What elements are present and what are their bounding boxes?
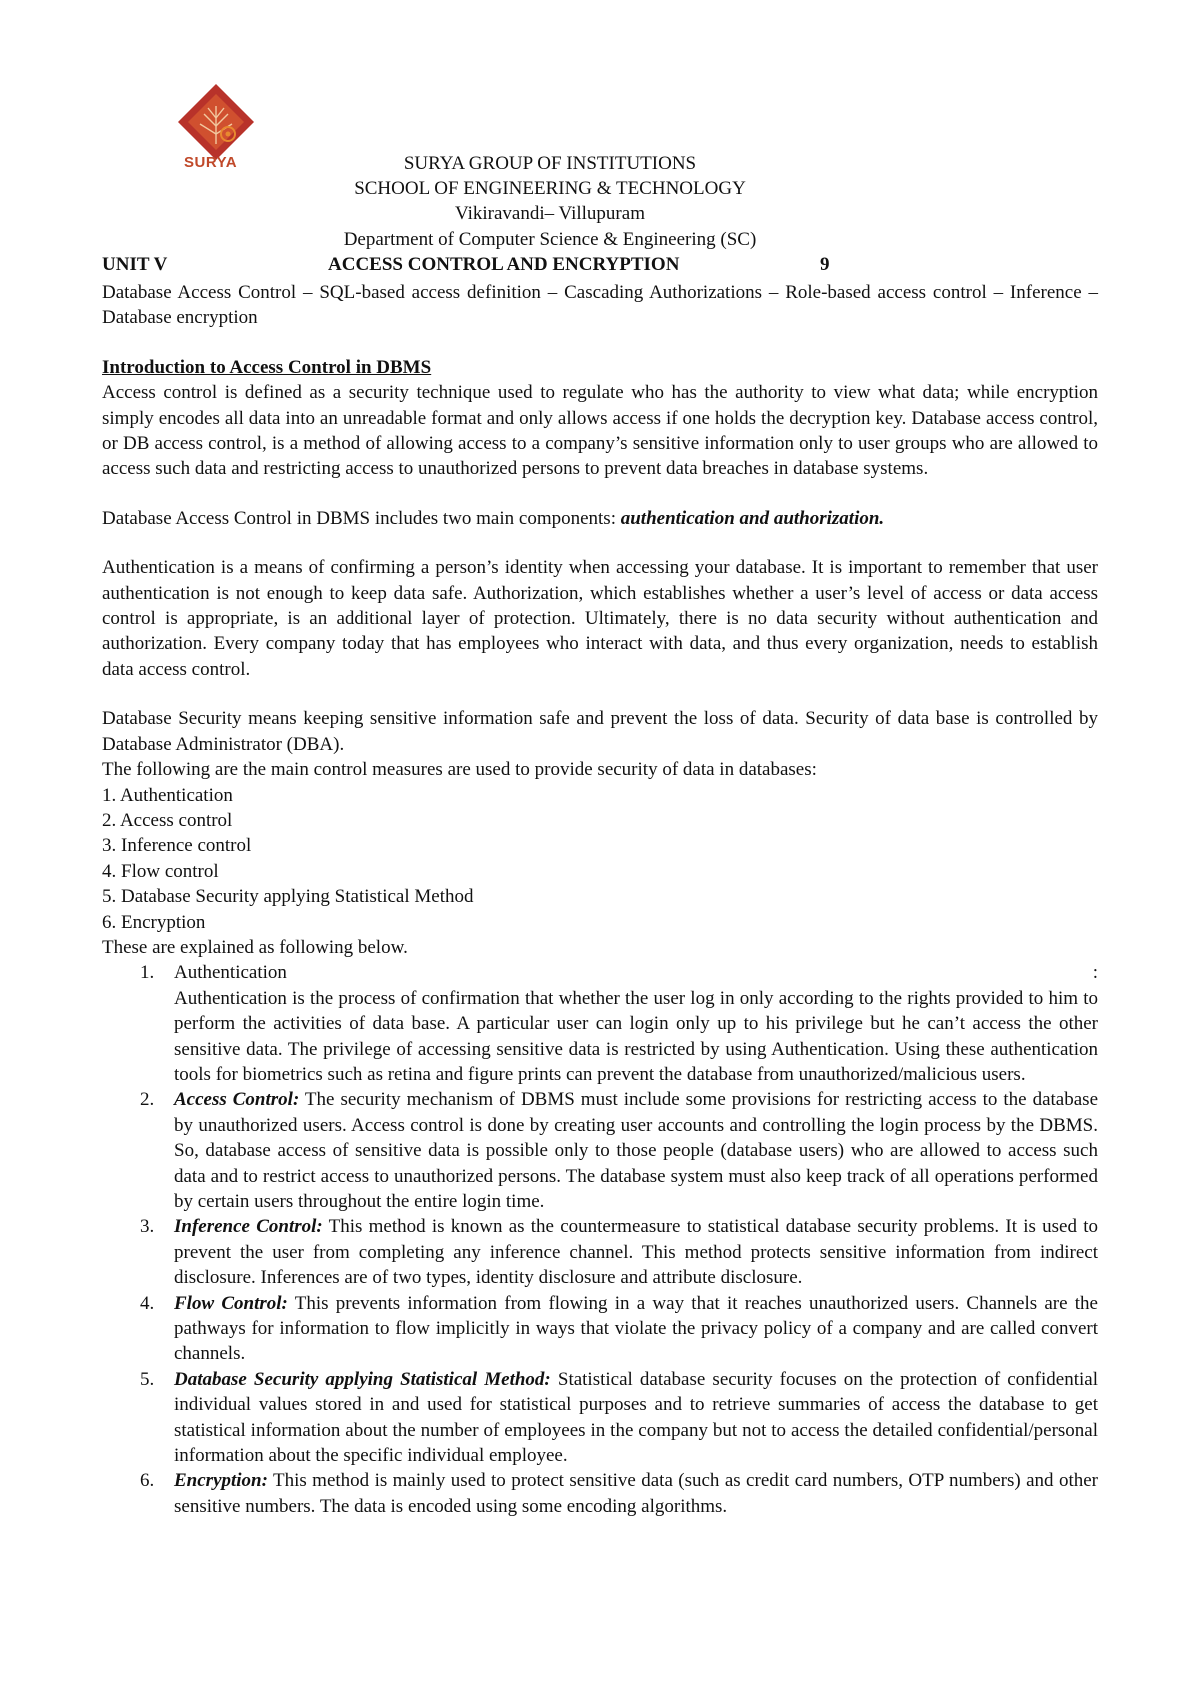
unit-hours: 9 bbox=[820, 254, 830, 275]
document-body bbox=[102, 280, 1098, 1519]
item-text: This prevents information from flowing in a way that it reaches unauthorized users. Channels are the pathways for information to flow implicitly in ways that violate the privacy policy of a company and are called convert channels. bbox=[174, 1292, 1098, 1365]
item-number: 1. bbox=[140, 962, 155, 984]
school-name: SCHOOL OF ENGINEERING & TECHNOLOGY bbox=[354, 178, 746, 199]
intro-paragraph: Access control is defined as a security technique used to regulate who has the authority to view what data; while encryption simply encodes all data into an unreadable format and only allows access if one holds the decryption key. Database access control, or DB access control, is a method of allowing access to a company’s sensitive information only to user groups who are allowed to access such data and restricting access to unauthorized persons to prevent data breaches in database systems. bbox=[102, 382, 1098, 480]
item-title: Authentication bbox=[174, 962, 287, 984]
list-item: 2. Access control bbox=[102, 809, 233, 831]
components-lead: Database Access Control in DBMS includes two main components: bbox=[102, 507, 621, 529]
item-text: Statistical database security focuses on the protection of confidential individual values stored in and used for statistical purposes and to retrieve summaries of access the database to get statistical information about the number of employees in the company but not to access the detailed confidential/personal information about the specific individual employee. bbox=[174, 1368, 1098, 1467]
components-paragraph bbox=[102, 506, 1098, 531]
item-number: 5. bbox=[140, 1368, 155, 1390]
security-paragraph: Database Security means keeping sensitive information safe and prevent the loss of data. Security of data base is controlled by Database Administrator (DBA). bbox=[102, 708, 1098, 755]
section-heading: Introduction to Access Control in DBMS bbox=[102, 356, 432, 378]
item-text: This method is mainly used to protect sensitive data (such as credit card numbers, OTP numbers) and other sensitive numbers. The data is encoded using some encoding algorithms. bbox=[174, 1470, 1098, 1517]
list-item: 6. Encryption bbox=[102, 911, 206, 933]
topics-list bbox=[102, 783, 1098, 935]
institution-name: SURYA GROUP OF INSTITUTIONS bbox=[403, 153, 697, 174]
authentication-paragraph: Authentication is a means of confirming a person’s identity when accessing your database. It is important to remember that user authentication is not enough to keep data safe. Authorization, which establishes whether a user’s level of access or data access control is appropriate, is an additional layer of protection. Ultimately, there is no data security without authentication and authorization. Every company today that has employees who interact with data, and thus every organization, needs to establish data access control. bbox=[102, 557, 1098, 680]
item-trailing: : bbox=[1092, 962, 1098, 984]
item-title: Access Control: bbox=[174, 1089, 300, 1111]
detail-item-inference-control bbox=[102, 1214, 1098, 1290]
measures-intro: The following are the main control measures are used to provide security of data in databases: bbox=[102, 759, 817, 781]
item-title: Inference Control: bbox=[174, 1216, 323, 1238]
components-emphasis: authentication and authorization. bbox=[620, 507, 885, 529]
detail-item-statistical-method bbox=[102, 1367, 1098, 1469]
item-text: The security mechanism of DBMS must include some provisions for restricting access to the database by unauthorized users. Access control is done by creating user accounts and controlling the login process by the DBMS. So, database access of sensitive data is possible only to those people (database users) who are allowed to access such data and to restrict access to unauthorized persons. The database system must also keep track of all operations performed by certain users throughout the entire login time. bbox=[174, 1089, 1099, 1212]
item-number: 4. bbox=[140, 1292, 155, 1314]
list-item: 4. Flow control bbox=[102, 860, 219, 882]
details-list bbox=[102, 960, 1098, 1519]
unit-title: ACCESS CONTROL AND ENCRYPTION bbox=[328, 254, 680, 275]
location: Vikiravandi– Villupuram bbox=[455, 203, 645, 224]
explained-line: These are explained as following below. bbox=[102, 936, 408, 958]
item-number: 2. bbox=[140, 1089, 155, 1111]
detail-item-authentication bbox=[102, 960, 1098, 1087]
list-item: 5. Database Security applying Statistical Method bbox=[102, 886, 474, 908]
item-text: Authentication is the process of confirmation that whether the user log in only according to the rights provided to him to perform the activities of data base. A particular user can login only up to his privilege but he can’t access the other sensitive data. The privilege of accessing sensitive data is restricted by using Authentication. Using these authentication tools for biometrics such as retina and figure prints can prevent the database from unauthorized/malicious users. bbox=[174, 987, 1098, 1085]
unit-label: UNIT V bbox=[102, 254, 168, 275]
item-number: 6. bbox=[140, 1470, 155, 1492]
list-item: 1. Authentication bbox=[102, 784, 233, 806]
detail-item-encryption bbox=[102, 1468, 1098, 1519]
item-number: 3. bbox=[140, 1216, 155, 1238]
item-title: Encryption: bbox=[174, 1470, 268, 1492]
list-item: 3. Inference control bbox=[102, 835, 252, 857]
logo-text: SURYA bbox=[184, 154, 238, 171]
syllabus-text: Database Access Control – SQL-based access definition – Cascading Authorizations – Role-based access control – Inference – Database encryption bbox=[102, 282, 1098, 329]
detail-item-access-control bbox=[102, 1087, 1098, 1214]
department: Department of Computer Science & Engineering (SC) bbox=[343, 229, 757, 250]
detail-item-flow-control bbox=[102, 1291, 1098, 1367]
item-title: Database Security applying Statistical Method: bbox=[174, 1368, 551, 1390]
item-title: Flow Control: bbox=[174, 1292, 288, 1314]
item-text: This method is known as the countermeasure to statistical database security problems. It is used to prevent the user from completing any inference channel. This method protects sensitive information from indirect disclosure. Inferences are of two types, identity disclosure and attribute disclosure. bbox=[174, 1216, 1098, 1289]
